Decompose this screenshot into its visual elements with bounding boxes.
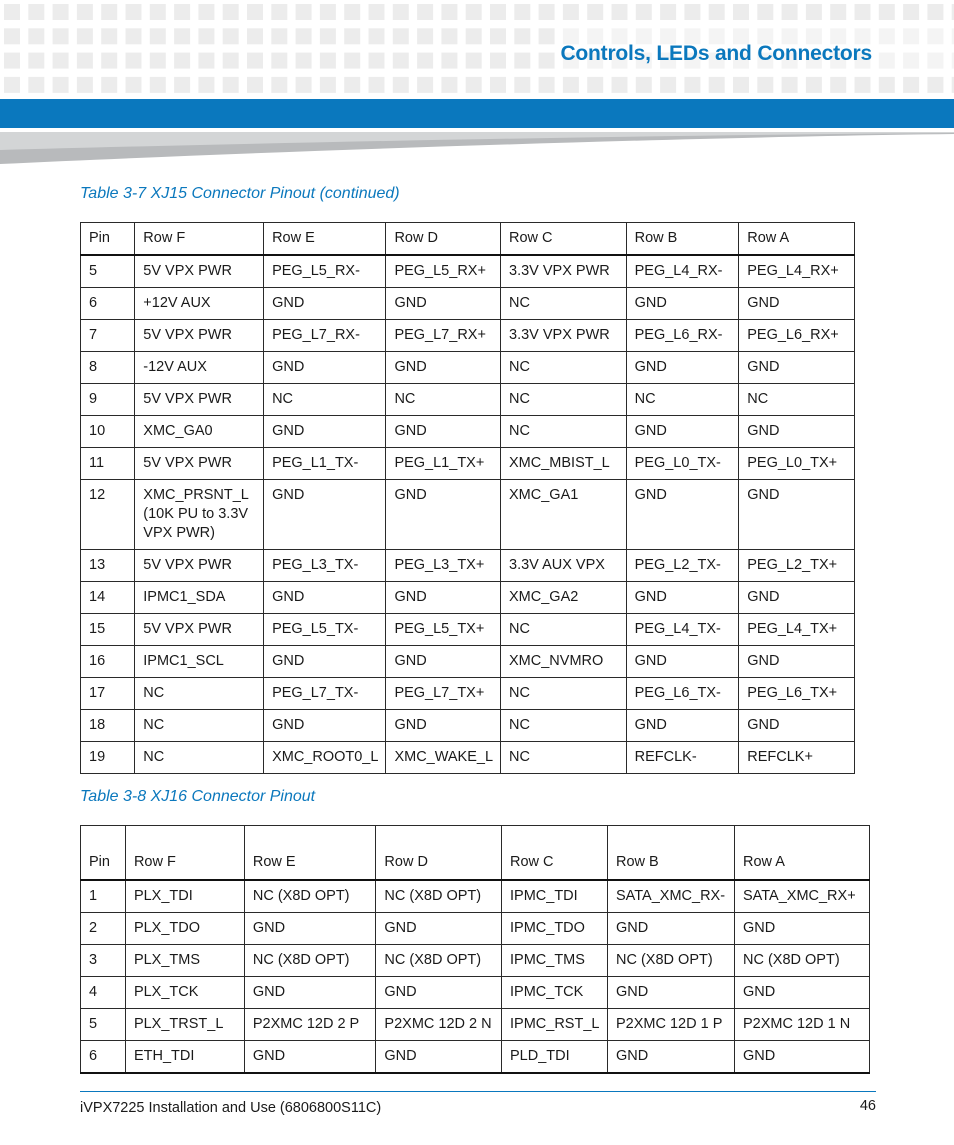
table2-caption: Table 3-8 XJ16 Connector Pinout — [80, 788, 316, 805]
table-cell: PEG_L6_TX+ — [739, 678, 855, 710]
table-cell: GND — [386, 416, 501, 448]
table-cell: 9 — [81, 384, 135, 416]
table-cell: GND — [264, 710, 386, 742]
table-cell: GND — [734, 913, 869, 945]
table-row — [81, 1041, 870, 1074]
table-cell: GND — [386, 352, 501, 384]
table-cell: PLX_TRST_L — [125, 1009, 244, 1041]
table-cell: SATA_XMC_RX- — [608, 880, 735, 913]
table-row — [81, 710, 855, 742]
table-cell: GND — [626, 416, 739, 448]
table-cell: 5V VPX PWR — [135, 550, 264, 582]
table-cell: 6 — [81, 1041, 126, 1074]
column-header: Pin — [81, 223, 135, 256]
table-cell: NC — [501, 384, 627, 416]
table-cell: P2XMC 12D 1 N — [734, 1009, 869, 1041]
table-cell: NC — [386, 384, 501, 416]
table-cell: GND — [739, 416, 855, 448]
table-row — [81, 977, 870, 1009]
column-header: Row D — [386, 223, 501, 256]
column-header: Row A — [739, 223, 855, 256]
table-cell: NC — [501, 288, 627, 320]
table-cell: 6 — [81, 288, 135, 320]
table-cell: 1 — [81, 880, 126, 913]
table-cell: IPMC1_SCL — [135, 646, 264, 678]
table-cell: GND — [739, 646, 855, 678]
table-cell: NC — [739, 384, 855, 416]
table-cell: 17 — [81, 678, 135, 710]
table-cell: XMC_WAKE_L — [386, 742, 501, 774]
page-number: 46 — [859, 1098, 876, 1114]
table-cell: PLX_TDI — [125, 880, 244, 913]
table-cell: NC (X8D OPT) — [734, 945, 869, 977]
table-cell: 5V VPX PWR — [135, 320, 264, 352]
table-cell: P2XMC 12D 2 N — [376, 1009, 502, 1041]
table-cell: XMC_GA1 — [501, 480, 627, 550]
table-cell: GND — [244, 977, 376, 1009]
table-cell: GND — [626, 480, 739, 550]
table-cell: NC — [501, 352, 627, 384]
table-cell: PEG_L4_RX+ — [739, 255, 855, 288]
table-cell: PEG_L0_TX- — [626, 448, 739, 480]
xj16-pinout-table — [80, 825, 870, 1074]
table-cell: GND — [608, 977, 735, 1009]
footer-document-title: iVPX7225 Installation and Use (6806800S11C) — [80, 1100, 382, 1116]
table-cell: PEG_L0_TX+ — [739, 448, 855, 480]
table-cell: PEG_L5_TX- — [264, 614, 386, 646]
table-cell: -12V AUX — [135, 352, 264, 384]
table-row — [81, 384, 855, 416]
table-cell: NC — [626, 384, 739, 416]
table-cell: NC — [135, 710, 264, 742]
table-cell: 8 — [81, 352, 135, 384]
xj15-pinout-table — [80, 222, 855, 774]
footer-rule — [80, 1091, 876, 1092]
table-cell: PLX_TDO — [125, 913, 244, 945]
table-cell: NC (X8D OPT) — [244, 945, 376, 977]
table-cell: GND — [376, 977, 502, 1009]
table-row — [81, 1009, 870, 1041]
table-cell: PEG_L4_RX- — [626, 255, 739, 288]
table-row — [81, 945, 870, 977]
table-cell: IPMC_TCK — [502, 977, 608, 1009]
table-cell: 12 — [81, 480, 135, 550]
table-row — [81, 352, 855, 384]
table-cell: 19 — [81, 742, 135, 774]
table-cell: NC (X8D OPT) — [244, 880, 376, 913]
table-row — [81, 614, 855, 646]
column-header: Row A — [734, 826, 869, 881]
table-cell: 3.3V VPX PWR — [501, 255, 627, 288]
table-cell: NC — [264, 384, 386, 416]
table-cell: PEG_L5_RX+ — [386, 255, 501, 288]
table-cell: GND — [626, 646, 739, 678]
table-cell: 5V VPX PWR — [135, 614, 264, 646]
table-cell: PEG_L5_RX- — [264, 255, 386, 288]
table-row — [81, 255, 855, 288]
table-cell: NC — [135, 742, 264, 774]
table-cell: 11 — [81, 448, 135, 480]
table-cell: GND — [264, 480, 386, 550]
table-cell: IPMC_TDI — [502, 880, 608, 913]
table-cell: PEG_L1_TX+ — [386, 448, 501, 480]
table-row — [81, 288, 855, 320]
table-row — [81, 448, 855, 480]
table-cell: PLX_TMS — [125, 945, 244, 977]
table-cell: IPMC_TDO — [502, 913, 608, 945]
table-cell: GND — [244, 1041, 376, 1074]
table-cell: NC — [501, 678, 627, 710]
table-cell: NC — [135, 678, 264, 710]
table-cell: XMC_GA2 — [501, 582, 627, 614]
table-header-row — [81, 826, 870, 881]
table-cell: PEG_L2_TX- — [626, 550, 739, 582]
table-cell: GND — [264, 352, 386, 384]
table-cell: IPMC_TMS — [502, 945, 608, 977]
table-cell: 3.3V VPX PWR — [501, 320, 627, 352]
table-cell: PEG_L6_RX- — [626, 320, 739, 352]
table-cell: PEG_L7_RX+ — [386, 320, 501, 352]
table-cell: GND — [264, 416, 386, 448]
table-cell: 5V VPX PWR — [135, 255, 264, 288]
table-cell: NC (X8D OPT) — [376, 880, 502, 913]
table-cell: PEG_L7_TX+ — [386, 678, 501, 710]
header-blue-band — [0, 99, 954, 128]
table-cell: XMC_GA0 — [135, 416, 264, 448]
table-cell: PEG_L4_TX+ — [739, 614, 855, 646]
table-cell: PLD_TDI — [502, 1041, 608, 1074]
table-cell: PEG_L6_RX+ — [739, 320, 855, 352]
table-cell: GND — [626, 288, 739, 320]
table-cell: PEG_L3_TX- — [264, 550, 386, 582]
table-cell: GND — [244, 913, 376, 945]
table-cell: 5 — [81, 255, 135, 288]
table-cell: NC (X8D OPT) — [376, 945, 502, 977]
table-row — [81, 646, 855, 678]
table-cell: NC — [501, 742, 627, 774]
table-cell: GND — [386, 646, 501, 678]
table-cell: ETH_TDI — [125, 1041, 244, 1074]
column-header: Row B — [626, 223, 739, 256]
table-cell: XMC_PRSNT_L (10K PU to 3.3V VPX PWR) — [135, 480, 264, 550]
table-cell: 14 — [81, 582, 135, 614]
table-cell: GND — [626, 582, 739, 614]
table-cell: PEG_L3_TX+ — [386, 550, 501, 582]
table-cell: PLX_TCK — [125, 977, 244, 1009]
table-cell: PEG_L2_TX+ — [739, 550, 855, 582]
table-cell: XMC_ROOT0_L — [264, 742, 386, 774]
table-cell: GND — [264, 582, 386, 614]
table-cell: NC (X8D OPT) — [608, 945, 735, 977]
table-cell: NC — [501, 710, 627, 742]
table-cell: REFCLK+ — [739, 742, 855, 774]
table-cell: GND — [739, 582, 855, 614]
table-cell: GND — [739, 352, 855, 384]
table-row — [81, 678, 855, 710]
table-cell: 7 — [81, 320, 135, 352]
table-cell: 16 — [81, 646, 135, 678]
table-cell: P2XMC 12D 1 P — [608, 1009, 735, 1041]
table-cell: IPMC1_SDA — [135, 582, 264, 614]
table-row — [81, 480, 855, 550]
table-cell: XMC_NVMRO — [501, 646, 627, 678]
table-cell: +12V AUX — [135, 288, 264, 320]
column-header: Row B — [608, 826, 735, 881]
table-cell: 15 — [81, 614, 135, 646]
table-cell: GND — [626, 352, 739, 384]
table-cell: 13 — [81, 550, 135, 582]
table-row — [81, 416, 855, 448]
table-cell: IPMC_RST_L — [502, 1009, 608, 1041]
table-cell: GND — [386, 710, 501, 742]
table-cell: PEG_L5_TX+ — [386, 614, 501, 646]
table-row — [81, 550, 855, 582]
column-header: Row C — [502, 826, 608, 881]
table-cell: 2 — [81, 913, 126, 945]
table-cell: GND — [376, 913, 502, 945]
table-cell: NC — [501, 614, 627, 646]
table-cell: GND — [264, 646, 386, 678]
table1-caption: Table 3-7 XJ15 Connector Pinout (continued) — [80, 185, 400, 202]
column-header: Row E — [264, 223, 386, 256]
table-cell: GND — [734, 1041, 869, 1074]
table-cell: 3 — [81, 945, 126, 977]
table-cell: GND — [608, 1041, 735, 1074]
table-cell: GND — [608, 913, 735, 945]
table-row — [81, 582, 855, 614]
table-cell: REFCLK- — [626, 742, 739, 774]
table-cell: 10 — [81, 416, 135, 448]
table-cell: PEG_L1_TX- — [264, 448, 386, 480]
table-cell: 3.3V AUX VPX — [501, 550, 627, 582]
table-cell: GND — [264, 288, 386, 320]
table-row — [81, 880, 870, 913]
table-cell: GND — [626, 710, 739, 742]
table-row — [81, 320, 855, 352]
column-header: Row D — [376, 826, 502, 881]
table-row — [81, 742, 855, 774]
table-cell: 5V VPX PWR — [135, 384, 264, 416]
table-cell: GND — [739, 710, 855, 742]
table-cell: 5 — [81, 1009, 126, 1041]
table-cell: PEG_L7_TX- — [264, 678, 386, 710]
table-cell: PEG_L6_TX- — [626, 678, 739, 710]
section-title: Controls, LEDs and Connectors — [560, 42, 872, 65]
table-cell: GND — [739, 480, 855, 550]
table-cell: GND — [739, 288, 855, 320]
table-cell: PEG_L4_TX- — [626, 614, 739, 646]
column-header: Row E — [244, 826, 376, 881]
column-header: Row C — [501, 223, 627, 256]
table-cell: GND — [386, 582, 501, 614]
column-header: Pin — [81, 826, 126, 881]
table-cell: SATA_XMC_RX+ — [734, 880, 869, 913]
table-cell: P2XMC 12D 2 P — [244, 1009, 376, 1041]
table-cell: 5V VPX PWR — [135, 448, 264, 480]
table-cell: NC — [501, 416, 627, 448]
table-cell: 4 — [81, 977, 126, 1009]
column-header: Row F — [135, 223, 264, 256]
table-cell: PEG_L7_RX- — [264, 320, 386, 352]
table-cell: 18 — [81, 710, 135, 742]
table-header-row — [81, 223, 855, 256]
table-cell: GND — [386, 480, 501, 550]
table-cell: XMC_MBIST_L — [501, 448, 627, 480]
table-cell: GND — [734, 977, 869, 1009]
column-header: Row F — [125, 826, 244, 881]
header-gray-swoosh — [0, 128, 954, 164]
table-row — [81, 913, 870, 945]
table-cell: GND — [386, 288, 501, 320]
table-cell: GND — [376, 1041, 502, 1074]
